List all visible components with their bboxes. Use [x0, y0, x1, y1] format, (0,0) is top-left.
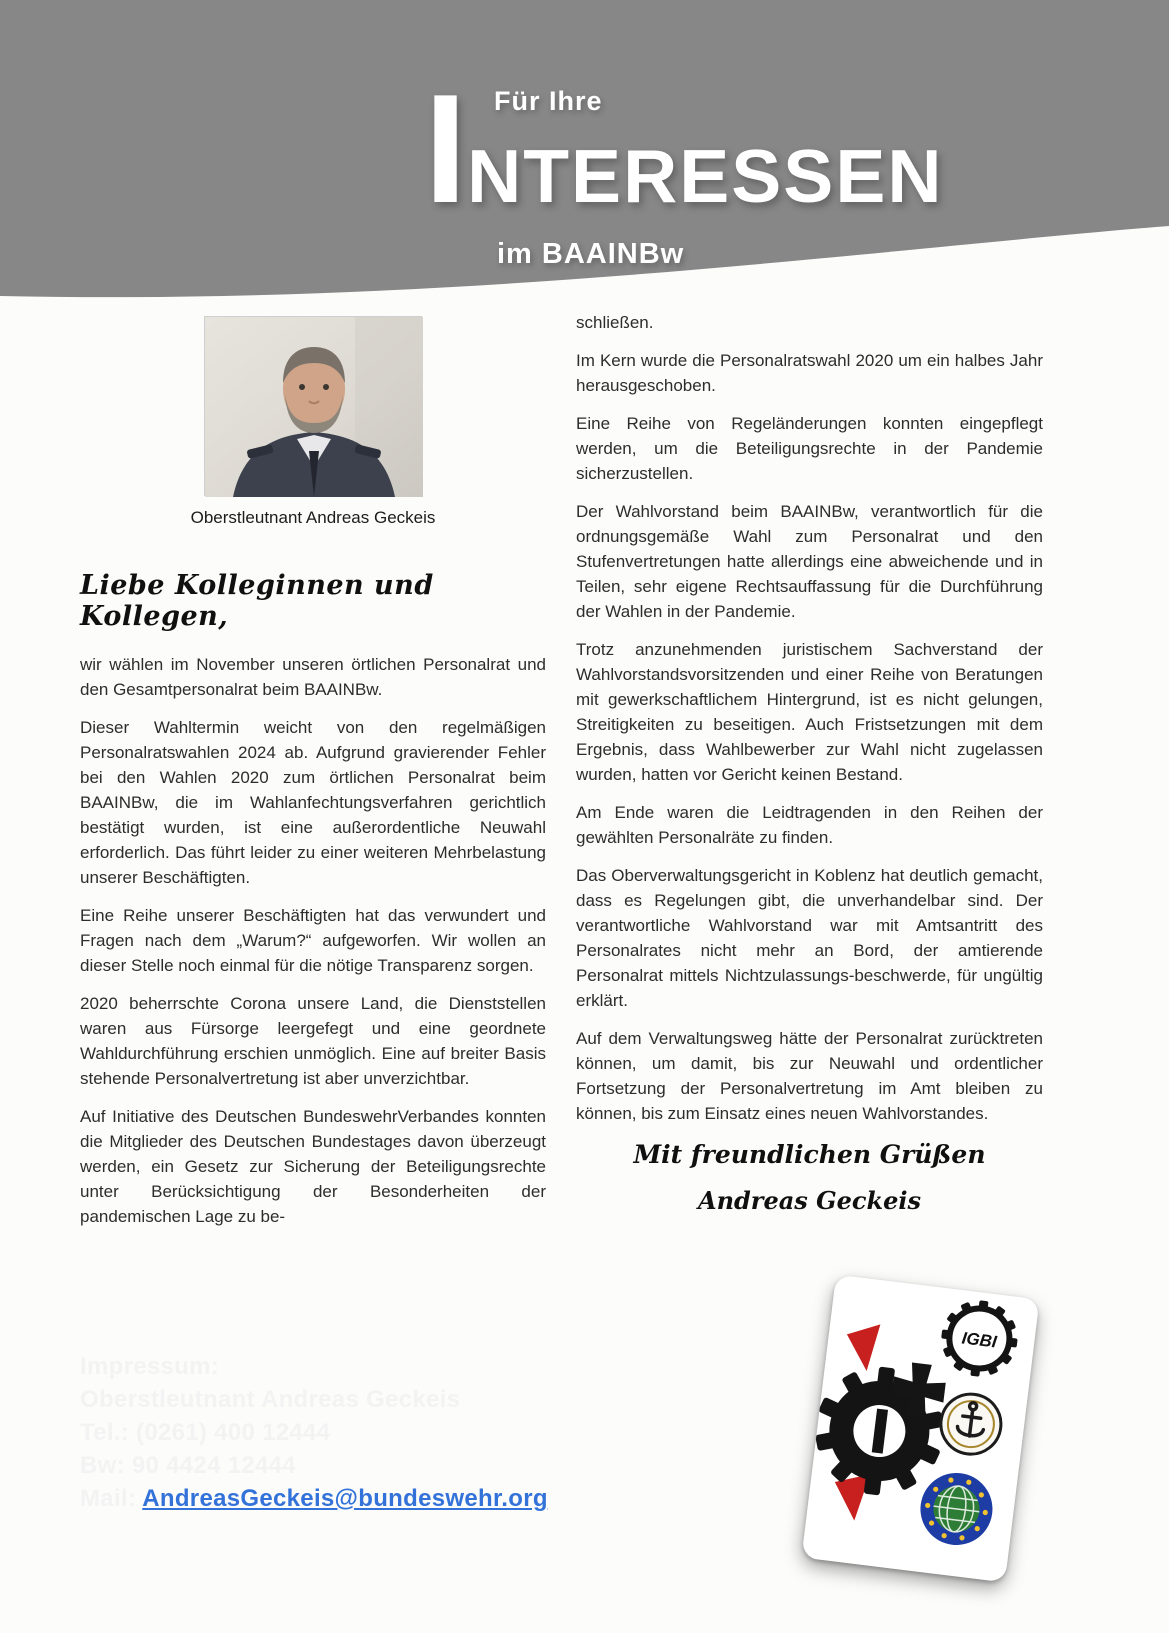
imprint-mail-line	[80, 1482, 548, 1515]
portrait-photo	[204, 316, 422, 496]
paragraph: Am Ende waren die Leidtragenden in den Reihen der gewählten Personalräte zu finden.	[576, 803, 1043, 847]
left-column-text	[80, 652, 546, 1229]
right-column	[576, 310, 1043, 1215]
title-initial-letter: I	[424, 62, 468, 235]
globe-emblem-icon	[916, 1469, 996, 1549]
imprint-tel: Tel.: (0261) 400 12444	[80, 1419, 331, 1446]
header-subtitle: im BAAINBw	[497, 238, 685, 270]
paragraph: wir wählen im November unseren örtlichen Personalrat und den Gesamtpersonalrat beim BAAINBw.	[80, 655, 546, 699]
igbi-label: IGBI	[960, 1328, 998, 1352]
paragraph: Auf dem Verwaltungsweg hätte der Personalrat zurücktreten können, um damit, bis zur Neuwahl und ordentlicher Fortsetzung der Personalvertretung im Amt bleiben zu können, bis zum Einsatz eines neuen Wahlvorstandes.	[576, 1029, 1043, 1123]
paragraph: Eine Reihe von Regeländerungen konnten eingepflegt werden, um die Beteiligungsrechte in der Pandemie sicherzustellen.	[576, 414, 1043, 483]
paragraph: 2020 beherrschte Corona unsere Land, die Dienststellen waren aus Fürsorge leergefegt und eine geordnete Wahldurchführung erschien unmöglich. Eine auf breiter Basis stehende Personalvertretung ist aber unverzichtbar.	[80, 994, 546, 1088]
header-pretitle: Für Ihre	[494, 86, 603, 116]
red-accent-top	[843, 1320, 881, 1372]
photo-caption: Oberstleutnant Andreas Geckeis	[190, 508, 436, 527]
paragraph: Im Kern wurde die Personalratswahl 2020 um ein halbes Jahr herausgeschoben.	[576, 351, 1043, 395]
email-link[interactable]: AndreasGeckeis@bundeswehr.org	[142, 1485, 548, 1512]
paragraph: schließen.	[576, 313, 654, 332]
imprint-name: Oberstleutnant Andreas Geckeis	[80, 1386, 461, 1413]
closing-signature: Andreas Geckeis	[697, 1186, 922, 1215]
title-rest: NTERESSEN	[467, 134, 944, 218]
closing-block	[576, 1140, 1043, 1215]
paragraph: Trotz anzunehmenden juristischem Sachverstand der Wahlvorstandsvorsitzenden und einer Reihe von Beratungen mit gewerkschaftlichem Hintergrund, ist es nicht gelungen, Streitigkeiten zu beseitigen. Auch Fristsetzungen mit dem Ergebnis, dass Wahlbewerber zur Wahl nicht zugelassen wurden, hatten vor Gericht keinen Bestand.	[576, 640, 1043, 784]
igbi-gear-icon	[937, 1296, 1022, 1381]
closing-greeting: Mit freundlichen Grüßen	[633, 1140, 986, 1169]
imprint-heading: Impressum:	[80, 1353, 220, 1380]
salutation: Liebe Kolleginnen und Kollegen,	[80, 570, 434, 632]
paragraph: Dieser Wahltermin weicht von den regelmäßigen Personalratswahlen 2024 ab. Aufgrund gravierender Fehler bei den Wahlen 2020 zum örtlichen Personalrat beim BAAINBw, die im Wahlanfechtungsverfahren gerichtlich bestätigt wurden, ist eine außerordentliche Neuwahl erforderlich. Das führt leider zu einer weiteren Mehrbelastung unserer Beschäftigten.	[80, 718, 546, 887]
page-title	[424, 62, 944, 235]
paragraph: Das Oberverwaltungsgericht in Koblenz hat deutlich gemacht, dass es Regelungen gibt, die unverhandelbar sind. Der verantwortliche Wahlvorstand war mit Amtsantritt des Personalrates nicht mehr an Bord, der amtierende Personalrat mittels Nichtzulassungs-beschwerde, für ungültig erklärt.	[576, 866, 1043, 1010]
imprint-mail-label: Mail:	[80, 1485, 143, 1512]
paragraph: Eine Reihe unserer Beschäftigten hat das verwundert und Fragen nach dem „Warum?“ aufgeworfen. Wir wollen an dieser Stelle noch einmal für die nötige Transparenz sorgen.	[80, 906, 546, 975]
paragraph: Der Wahlvorstand beim BAAINBw, verantwortlich für die ordnungsgemäße Wahl zum Personalrat und den Stufenvertretungen hatte allerdings eine abweichende und in Teilen, sehr eigene Rechtsauffassung für die Durchführung der Wahlen in der Pandemie.	[576, 502, 1043, 621]
portrait-illustration	[205, 317, 423, 497]
badge-artwork	[801, 1275, 1039, 1583]
imprint-block	[80, 1350, 548, 1515]
imprint-bw: Bw: 90 4424 12444	[80, 1452, 296, 1479]
right-column-text	[576, 310, 1043, 1126]
anchor-emblem-icon	[937, 1391, 1004, 1458]
paragraph: Auf Initiative des Deutschen BundeswehrVerbandes konnten die Mitglieder des Deutschen Bundestages davon überzeugt werden, ein Gesetz zur Sicherung der Beteiligungsrechte unter Berücksichtigung der Besonderheiten der pandemischen Lage zu be-	[80, 1107, 546, 1226]
association-badge	[801, 1275, 1039, 1583]
left-column	[80, 316, 546, 1242]
